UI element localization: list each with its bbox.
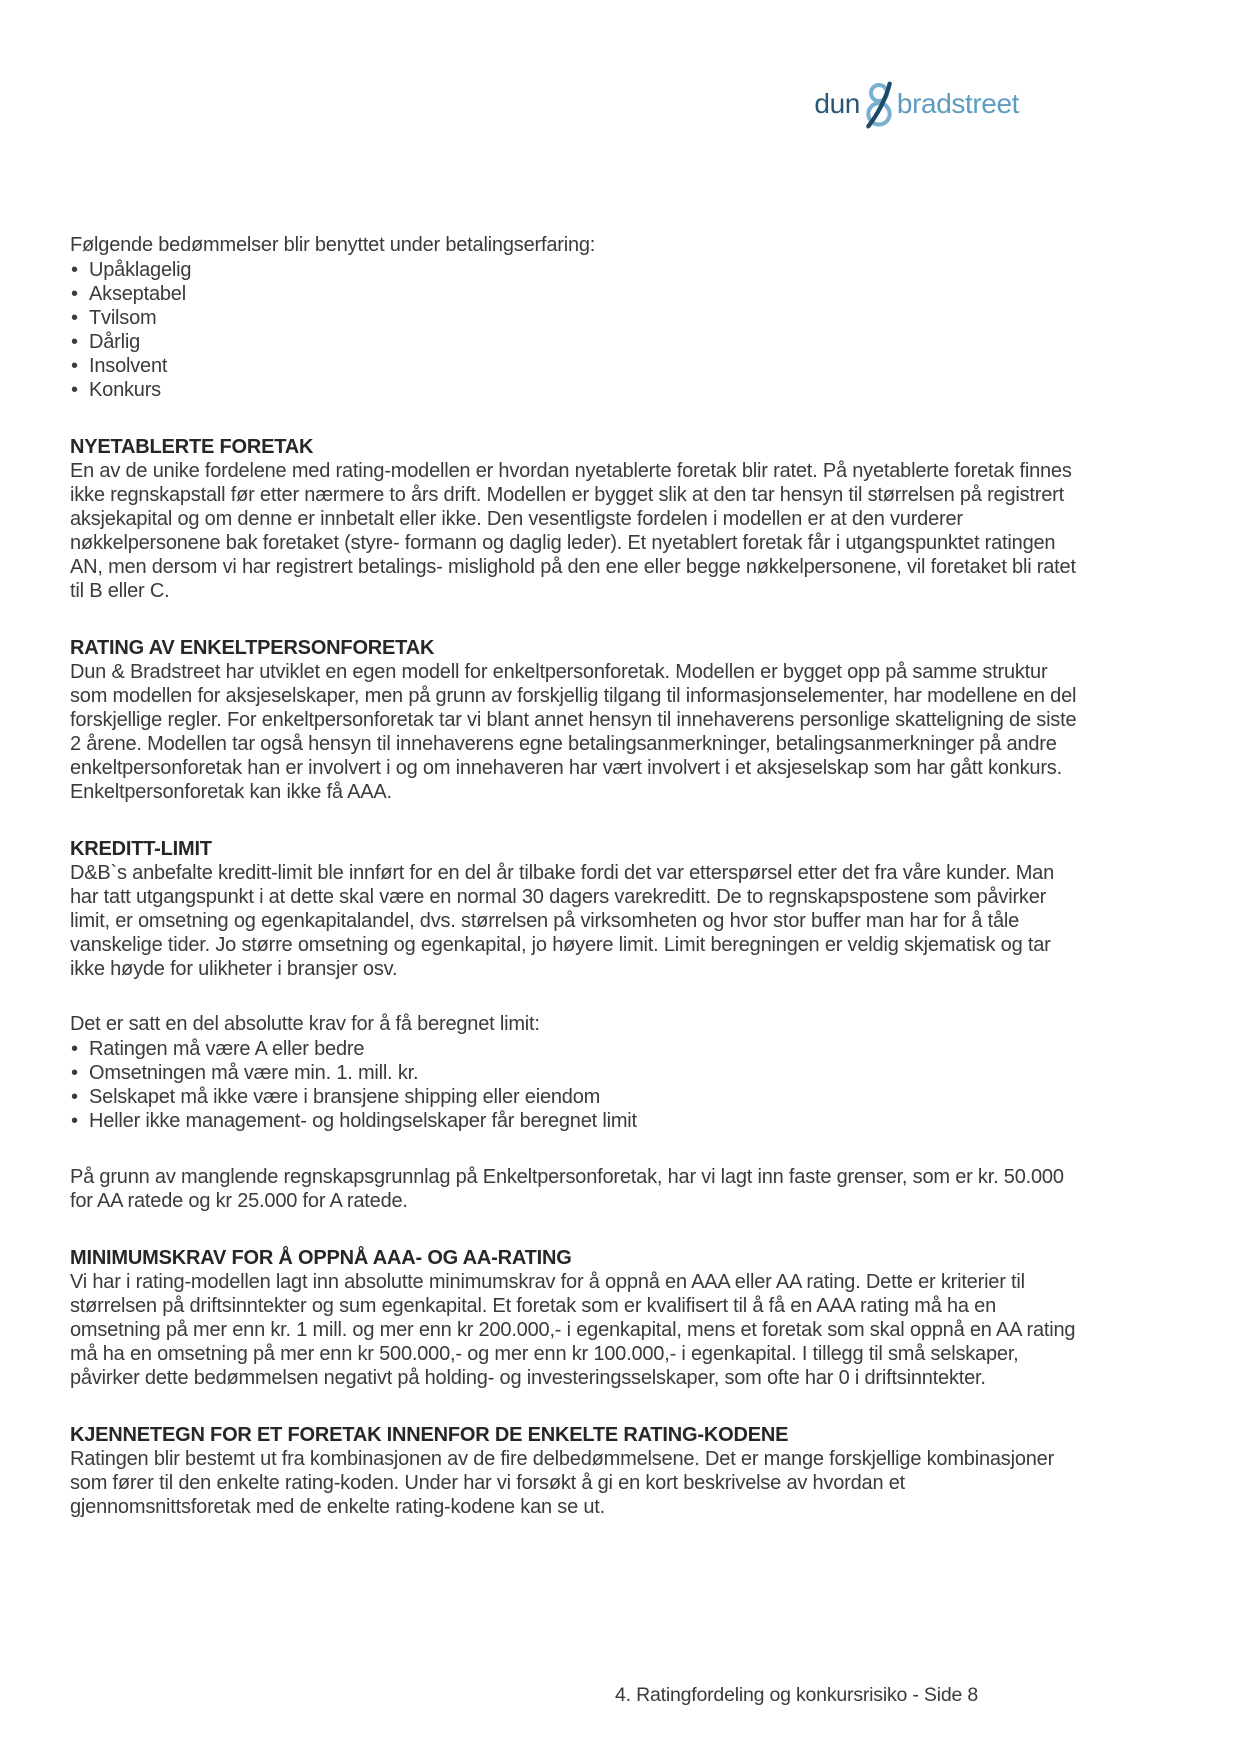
section-body-kjennetegn: Ratingen blir bestemt ut fra kombinasjonen av de fire delbedømmelsene. Det er mange forskjellige kombinasjoner som fører til den enkelte rating-koden. Under har vi forsøkt å gi en kort beskrivelse av hvordan et gjennomsnittsforetak med de enkelte rating-kodene kan se ut.: [70, 1448, 1055, 1518]
list-item-label: Selskapet må ikke være i bransjene shipping eller eiendom: [89, 1086, 601, 1108]
payment-experience-list: [70, 258, 1078, 402]
bullet-icon: •: [71, 1086, 78, 1108]
bullet-icon: •: [71, 1038, 78, 1060]
list-item-label: Akseptabel: [89, 283, 186, 305]
bullet-icon: •: [71, 307, 78, 329]
list-item: [70, 354, 1078, 378]
section-body-rating-enkeltperson: Dun & Bradstreet har utviklet en egen modell for enkeltpersonforetak. Modellen er bygget opp på samme struktur som modellen for aksjeselskaper, men på grunn av forskjellig tilgang til informasjonselementer, har modellene en del forskjellige regler. For enkeltpersonforetak tar vi blant annet hensyn til innehaverens personlige skatteligning de siste 2 årene. Modellen tar også hensyn til innehaverens egne betalingsanmerkninger, betalingsanmerkninger på andre enkeltpersonforetak han er involvert i og om innehaveren har vært involvert i et aksjeselskap som har gått konkurs. Enkeltpersonforetak kan ikke få AAA.: [70, 661, 1077, 803]
section-body-nyetablerte: En av de unike fordelene med rating-modellen er hvordan nyetablerte foretak blir ratet. På nyetablerte foretak finnes ikke regnskapstall før etter nærmere to års drift. Modellen er bygget slik at den tar hensyn til størrelsen på registrert aksjekapital og om denne er innbetalt eller ikke. Den vesentligste fordelen i modellen er at den vurderer nøkkelpersonene bak foretaket (styre- formann og daglig leder). Et nyetablert foretak får i utgangspunktet ratingen AN, men dersom vi har registrert betalings- mislighold på den ene eller begge nøkkelpersonene, vil foretaket bli ratet til B eller C.: [70, 460, 1076, 602]
list-item: [70, 282, 1078, 306]
list-item-label: Ratingen må være A eller bedre: [89, 1038, 365, 1060]
document-content: [70, 0, 1078, 1519]
section-body-minimumskrav: Vi har i rating-modellen lagt inn absolutte minimumskrav for å oppnå en AAA eller AA rating. Dette er kriterier til størrelsen på driftsinntekter og sum egenkapital. Et foretak som er kvalifisert til å få en AAA rating må ha en omsetning på mer enn kr. 1 mill. og mer enn kr 200.000,- i egenkapital, mens et foretak som skal oppnå en AA rating må ha en omsetning på mer enn kr 500.000,- og mer enn kr 100.000,- i egenkapital. I tillegg til små selskaper, påvirker dette bedømmelsen negativt på holding- og investeringsselskaper, som ofte har 0 i driftsinntekter.: [70, 1271, 1076, 1389]
bullet-icon: •: [71, 1062, 78, 1084]
payment-experience-lead: Følgende bedømmelser blir benyttet under betalingserfaring:: [70, 234, 596, 256]
bullet-icon: •: [71, 379, 78, 401]
section-heading-minimumskrav: MINIMUMSKRAV FOR Å OPPNÅ AAA- OG AA-RATING: [70, 1247, 572, 1269]
list-item-label: Upåklagelig: [89, 259, 192, 281]
list-item: [70, 1085, 1078, 1109]
list-item: [70, 1061, 1078, 1085]
list-item: [70, 258, 1078, 282]
list-item-label: Insolvent: [89, 355, 168, 377]
list-item-label: Dårlig: [89, 331, 141, 353]
list-item: [70, 378, 1078, 402]
bullet-icon: •: [71, 355, 78, 377]
logo-word-bradstreet: bradstreet: [896, 88, 1019, 119]
list-item: [70, 1037, 1078, 1061]
footer-page-label: 4. Ratingfordeling og konkursrisiko - Side 8: [615, 1684, 978, 1706]
list-item: [70, 330, 1078, 354]
section-heading-nyetablerte: NYETABLERTE FORETAK: [70, 436, 314, 458]
bullet-icon: •: [71, 1110, 78, 1132]
bullet-icon: •: [71, 259, 78, 281]
limit-rules-note: På grunn av manglende regnskapsgrunnlag på Enkeltpersonforetak, har vi lagt inn faste grenser, som er kr. 50.000 for AA ratede og kr 25.000 for A ratede.: [70, 1166, 1064, 1212]
section-heading-kreditt-limit: KREDITT-LIMIT: [70, 838, 212, 860]
bullet-icon: •: [71, 283, 78, 305]
list-item-label: Heller ikke management- og holdingselskaper får beregnet limit: [89, 1110, 637, 1132]
bullet-icon: •: [71, 331, 78, 353]
list-item-label: Tvilsom: [89, 307, 157, 329]
list-item-label: Omsetningen må være min. 1. mill. kr.: [89, 1062, 419, 1084]
section-heading-kjennetegn: KJENNETEGN FOR ET FORETAK INNENFOR DE ENKELTE RATING-KODENE: [70, 1424, 789, 1446]
limit-rules-list: [70, 1037, 1078, 1133]
section-body-kreditt-limit: D&B`s anbefalte kreditt-limit ble innført for en del år tilbake fordi det var etterspørsel etter det fra våre kunder. Man har tatt utgangspunkt i at dette skal være en normal 30 dagers varekreditt. De to regnskapspostene som påvirker limit, er omsetning og egenkapitalandel, dvs. størrelsen på virksomheten og hvor stor buffer man har for å tåle vanskelige tider. Jo større omsetning og egenkapital, jo høyere limit. Limit beregningen er veldig skjematisk og tar ikke høyde for ulikheter i bransjer osv.: [70, 862, 1055, 980]
logo-word-dun: dun: [814, 88, 860, 119]
section-heading-rating-enkeltperson: RATING AV ENKELTPERSONFORETAK: [70, 637, 435, 659]
limit-rules-lead: Det er satt en del absolutte krav for å få beregnet limit:: [70, 1013, 540, 1035]
list-item-label: Konkurs: [89, 379, 161, 401]
list-item: [70, 1109, 1078, 1133]
list-item: [70, 306, 1078, 330]
